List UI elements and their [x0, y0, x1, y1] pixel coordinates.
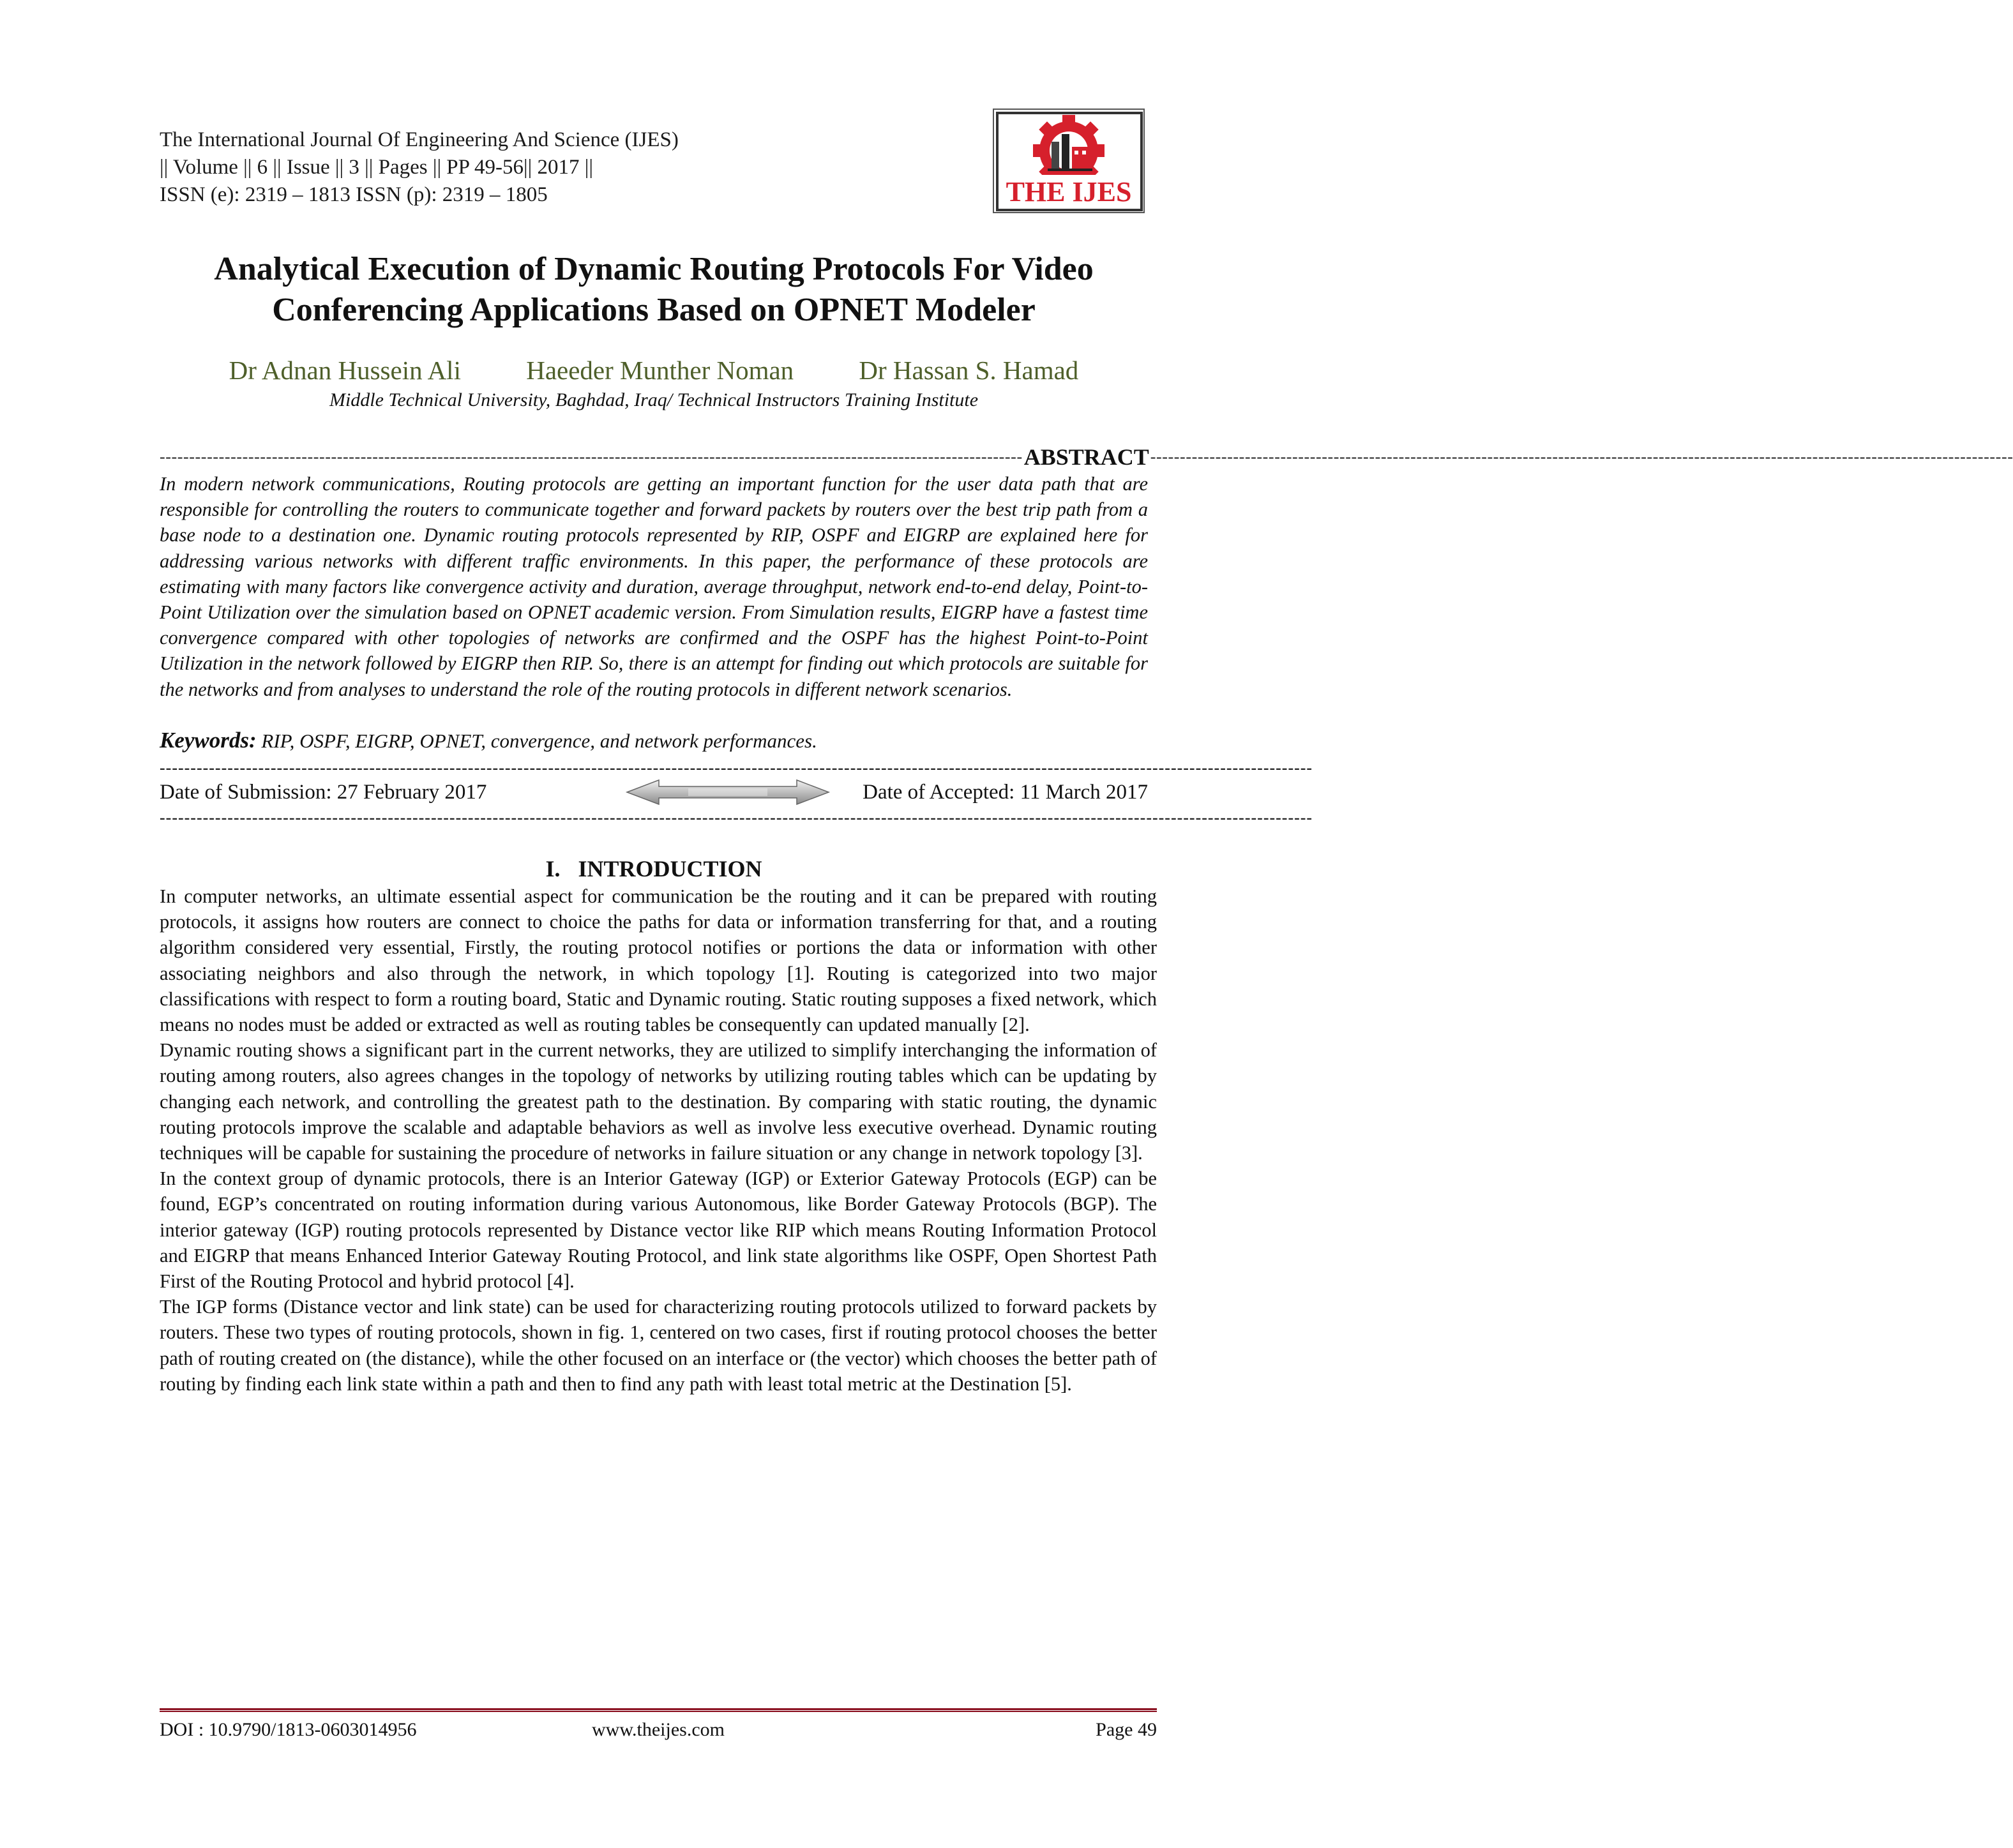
abstract-body: In modern network communications, Routing protocols are getting an important function for the user data path that are responsible for controlling the routers to communicate together and forward packets by routers over the best trip path from a base node to a destination one. Dynamic routing protocols represented by RIP, OSPF and EIGRP are explained here for addressing various networks with different traffic environments. In this paper, the performance of these protocols are estimating with many factors like convergence activity and duration, average throughput, network end-to-end delay, Point-to-Point Utilization over the simulation based on OPNET academic version. From Simulation results, EIGRP have a fastest time convergence compared with other topologies of networks are confirmed and the OSPF has the highest Point-to-Point Utilization in the network followed by EIGRP then RIP. So, there is an attempt for finding out which protocols are suitable for the networks and from analyses to understand the role of the routing protocols in different network scenarios.: [160, 473, 1148, 700]
divider: --------------------------------------------------------------------------------------------------------------------------------------------------: [160, 447, 1023, 466]
affiliation: Middle Technical University, Baghdad, Iraq/ Technical Instructors Training Institute: [329, 389, 979, 410]
paragraph: Dynamic routing shows a significant part in the current networks, they are utilized to simplify interchanging the information of routing among routers, also agrees changes in the topology of networks by utilizing routing tables which can be updating by changing each network, and controlling the greatest path to the destination. By comparing with static routing, the dynamic routing protocols improve the scalable and adaptable behaviors as well as involve less executive overhead. Dynamic routing techniques will be capable for sustaining the procedure of networks in failure situation or any change in network topology [3].: [160, 1039, 1157, 1164]
dates-row: [160, 776, 1148, 808]
logo-text: THE IJES: [1006, 176, 1132, 207]
journal-name: The International Journal Of Engineering And Science (IJES): [160, 128, 679, 151]
journal-issn: ISSN (e): 2319 – 1813 ISSN (p): 2319 – 1805: [160, 183, 548, 206]
title-line-1: Analytical Execution of Dynamic Routing Protocols For Video: [214, 251, 1094, 287]
section-title: INTRODUCTION: [578, 856, 762, 882]
introduction-body: [160, 883, 1157, 1397]
footer-doi: DOI : 10.9790/1813-0603014956: [160, 1719, 417, 1740]
divider: -------------------------------------------------------------------------------------------------------------------------------------------------------------------------------------------: [160, 758, 1313, 777]
footer-rule: [160, 1708, 1157, 1712]
section-heading: [160, 855, 1148, 882]
paragraph: In the context group of dynamic protocols, there is an Interior Gateway (IGP) or Exterior Gateway Protocols (EGP) can be found, EGP’s concentrated on routing information during various Autonomous, like Border Gateway Protocols (BGP). The interior gateway (IGP) routing protocols represented by Distance vector like RIP which means Routing Information Protocol and EIGRP that means Enhanced Interior Gateway Routing Protocol, and link state algorithms like OSPF, Open Shortest Path First of the Routing Protocol and hybrid protocol [4].: [160, 1168, 1157, 1293]
author-3: Dr Hassan S. Hamad: [859, 356, 1079, 385]
footer-website: www.theijes.com: [591, 1719, 725, 1740]
divider: -------------------------------------------------------------------------------------------------------------------------------------------------------------------------------------------: [160, 808, 1313, 827]
double-arrow-icon: [626, 776, 830, 808]
author-list: [160, 355, 1148, 386]
ijes-logo-graphic: [993, 109, 1145, 213]
journal-header: [160, 126, 894, 209]
page-footer: [160, 1717, 1157, 1743]
submission-date: Date of Submission: 27 February 2017: [160, 781, 487, 804]
abstract-heading: ABSTRACT: [1023, 444, 1149, 470]
author-2: Haeeder Munther Noman: [526, 356, 794, 385]
paper-title: [128, 249, 1180, 331]
ijes-logo: [993, 109, 1145, 213]
keywords-list: RIP, OSPF, EIGRP, OPNET, convergence, and network performances.: [261, 730, 817, 752]
paragraph: In computer networks, an ultimate essential aspect for communication be the routing and it can be prepared with routing protocols, it assigns how routers are connect to choice the paths for data or information transferring for that, and a routing algorithm considered very essential, Firstly, the routing protocol notifies or portions the data or information with other associating neighbors and also through the network, in which topology [1]. Routing is categorized into two major classifications with respect to form a routing board, Static and Dynamic routing. Static routing supposes a fixed network, which means no nodes must be added or extracted as well as routing tables be consequently can updated manually [2].: [160, 885, 1157, 1036]
keywords-label: Keywords:: [160, 728, 257, 753]
divider: --------------------------------------------------------------------------------------------------------------------------------------------------: [1150, 447, 2013, 466]
paragraph: The IGP forms (Distance vector and link state) can be used for characterizing routing protocols utilized to forward packets by routers. These two types of routing protocols, shown in fig. 1, centered on two cases, first if routing protocol chooses the better path of routing created on (the distance), while the other focused on an interface or (the vector) which chooses the better path of routing by finding each link state within a path and then to find any path with least total metric at the Destination [5].: [160, 1296, 1157, 1395]
title-line-2: Conferencing Applications Based on OPNET Modeler: [272, 292, 1036, 328]
author-1: Dr Adnan Hussein Ali: [229, 356, 461, 385]
journal-volume: || Volume || 6 || Issue || 3 || Pages || PP 49-56|| 2017 ||: [160, 156, 593, 179]
keywords: [160, 728, 1148, 754]
accepted-date: Date of Accepted: 11 March 2017: [863, 781, 1148, 804]
abstract-heading-row: [160, 444, 2013, 470]
section-number: I.: [545, 856, 561, 882]
page-number: Page 49: [1096, 1719, 1157, 1740]
